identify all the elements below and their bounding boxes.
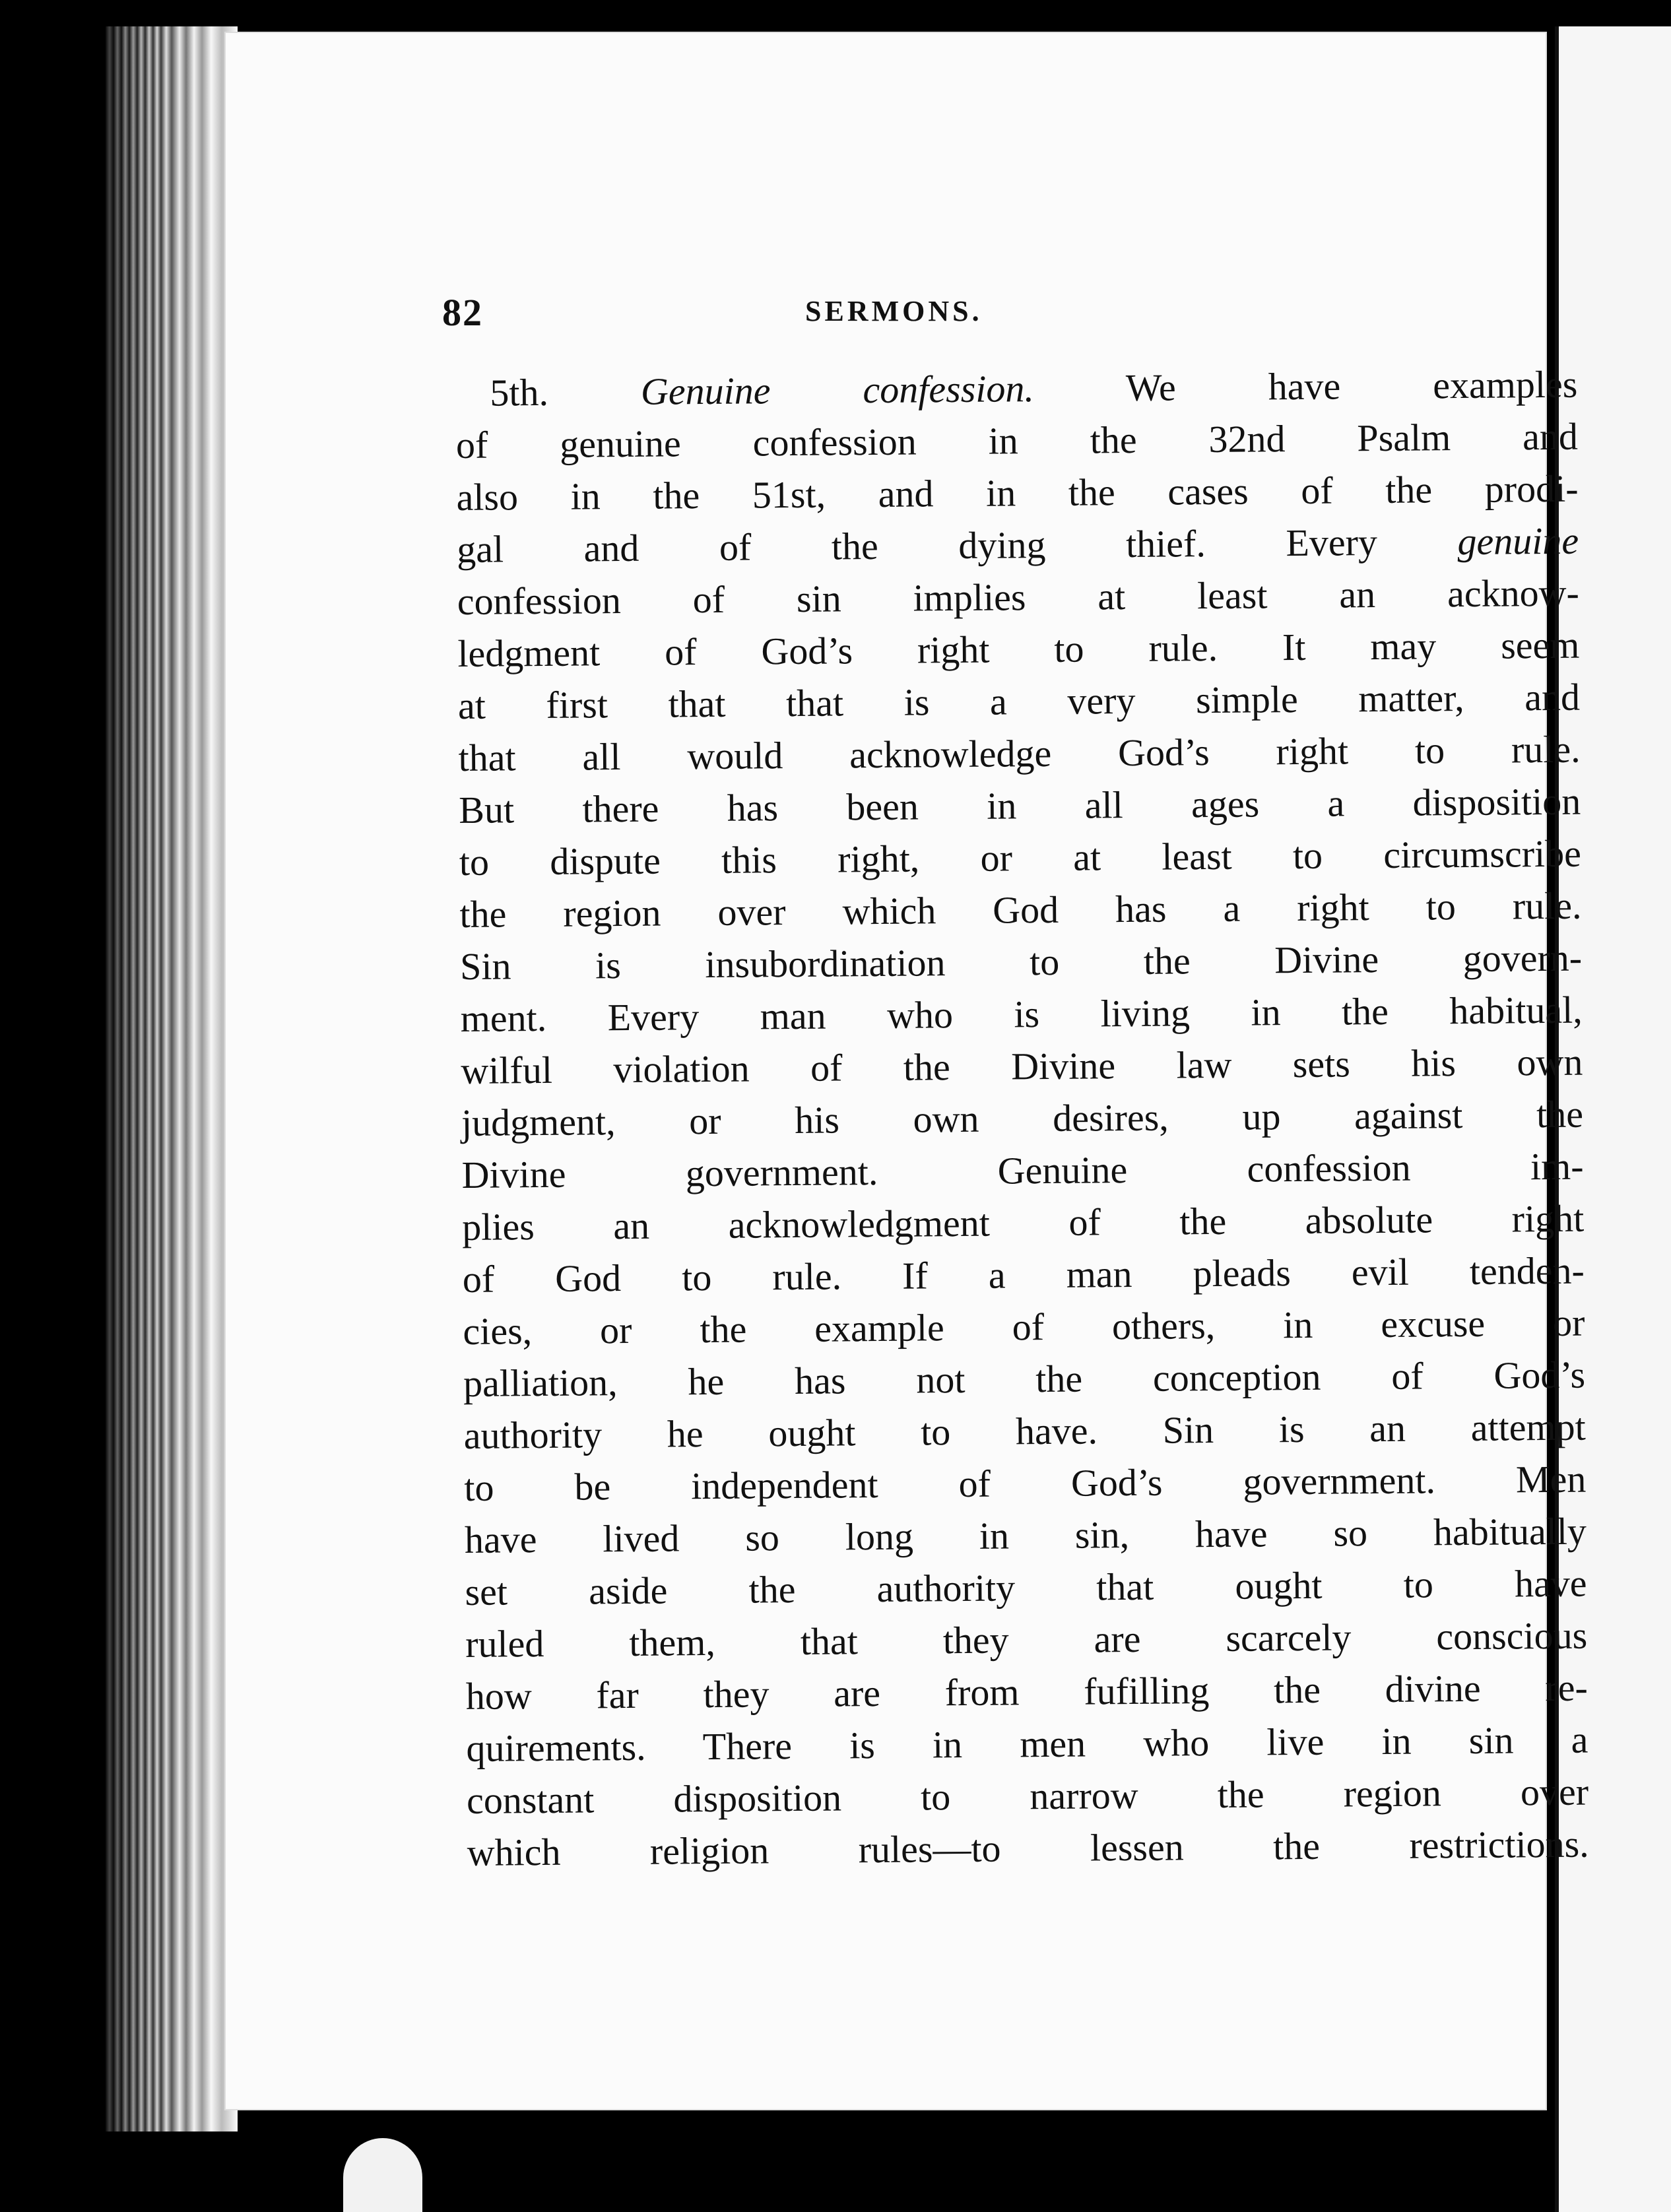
- text-line: But there has been in all ages a disposition: [459, 779, 1581, 831]
- running-head-title: SERMONS.: [805, 295, 983, 327]
- text-line: of genuine confession in the 32nd Psalm and: [455, 414, 1579, 467]
- body-text: [455, 358, 1589, 1879]
- text-line: wilful violation of the Divine law sets his own: [461, 1040, 1583, 1092]
- text-line: quirements. There is in men who live in sin a: [466, 1718, 1589, 1770]
- text-line: to dispute this right, or at least to circumscribe: [459, 831, 1582, 884]
- text-line: authority he ought to have. Sin is an attempt: [463, 1405, 1586, 1457]
- text-line: confession of sin implies at least an acknow-: [457, 571, 1579, 623]
- text-line: of God to rule. If a man pleads evil tenden-: [462, 1249, 1585, 1301]
- text-line: the region over which God has a right to rule.: [459, 884, 1582, 936]
- text-line: have lived so long in sin, have so habitually: [464, 1509, 1587, 1561]
- text-line: also in the 51st, and in the cases of the prodi-: [456, 467, 1579, 519]
- text-line: plies an acknowledgment of the absolute right: [461, 1196, 1585, 1249]
- text-line: ledgment of God’s right to rule. It may seem: [457, 623, 1580, 675]
- running-head: [224, 290, 1547, 343]
- text-line: at first that that is a very simple matter, and: [457, 675, 1581, 727]
- text-line: constant disposition to narrow the region over: [466, 1770, 1589, 1822]
- text-line: gal and of the dying thief. Every genuine: [456, 519, 1579, 571]
- text-line: that all would acknowledge God’s right to rule.: [458, 727, 1581, 779]
- text-line: Sin is insubordination to the Divine govern-: [459, 936, 1583, 988]
- text-line: Divine government. Genuine confession im-: [461, 1144, 1584, 1196]
- text-line: palliation, he has not the conception of God’s: [463, 1353, 1586, 1405]
- text-line: judgment, or his own desires, up against the: [461, 1092, 1584, 1144]
- book-page: [224, 32, 1589, 2110]
- book-page-edges: [106, 26, 238, 2131]
- text-line: ruled them, that they are scarcely conscious: [465, 1613, 1588, 1666]
- page-number: 82: [442, 291, 483, 334]
- text-line: to be independent of God’s government. Men: [464, 1457, 1587, 1509]
- text-line: which religion rules—to lessen the restrictions.: [467, 1822, 1589, 1874]
- text-line: how far they are from fufilling the divine re-: [465, 1666, 1589, 1718]
- text-line: 5th. Genuine confession. We have examples: [490, 362, 1578, 414]
- text-line: set aside the authority that ought to have: [465, 1561, 1587, 1613]
- text-line: cies, or the example of others, in excuse or: [463, 1301, 1585, 1353]
- scan-artifact: [343, 2138, 422, 2212]
- text-line: ment. Every man who is living in the habitual,: [460, 988, 1583, 1040]
